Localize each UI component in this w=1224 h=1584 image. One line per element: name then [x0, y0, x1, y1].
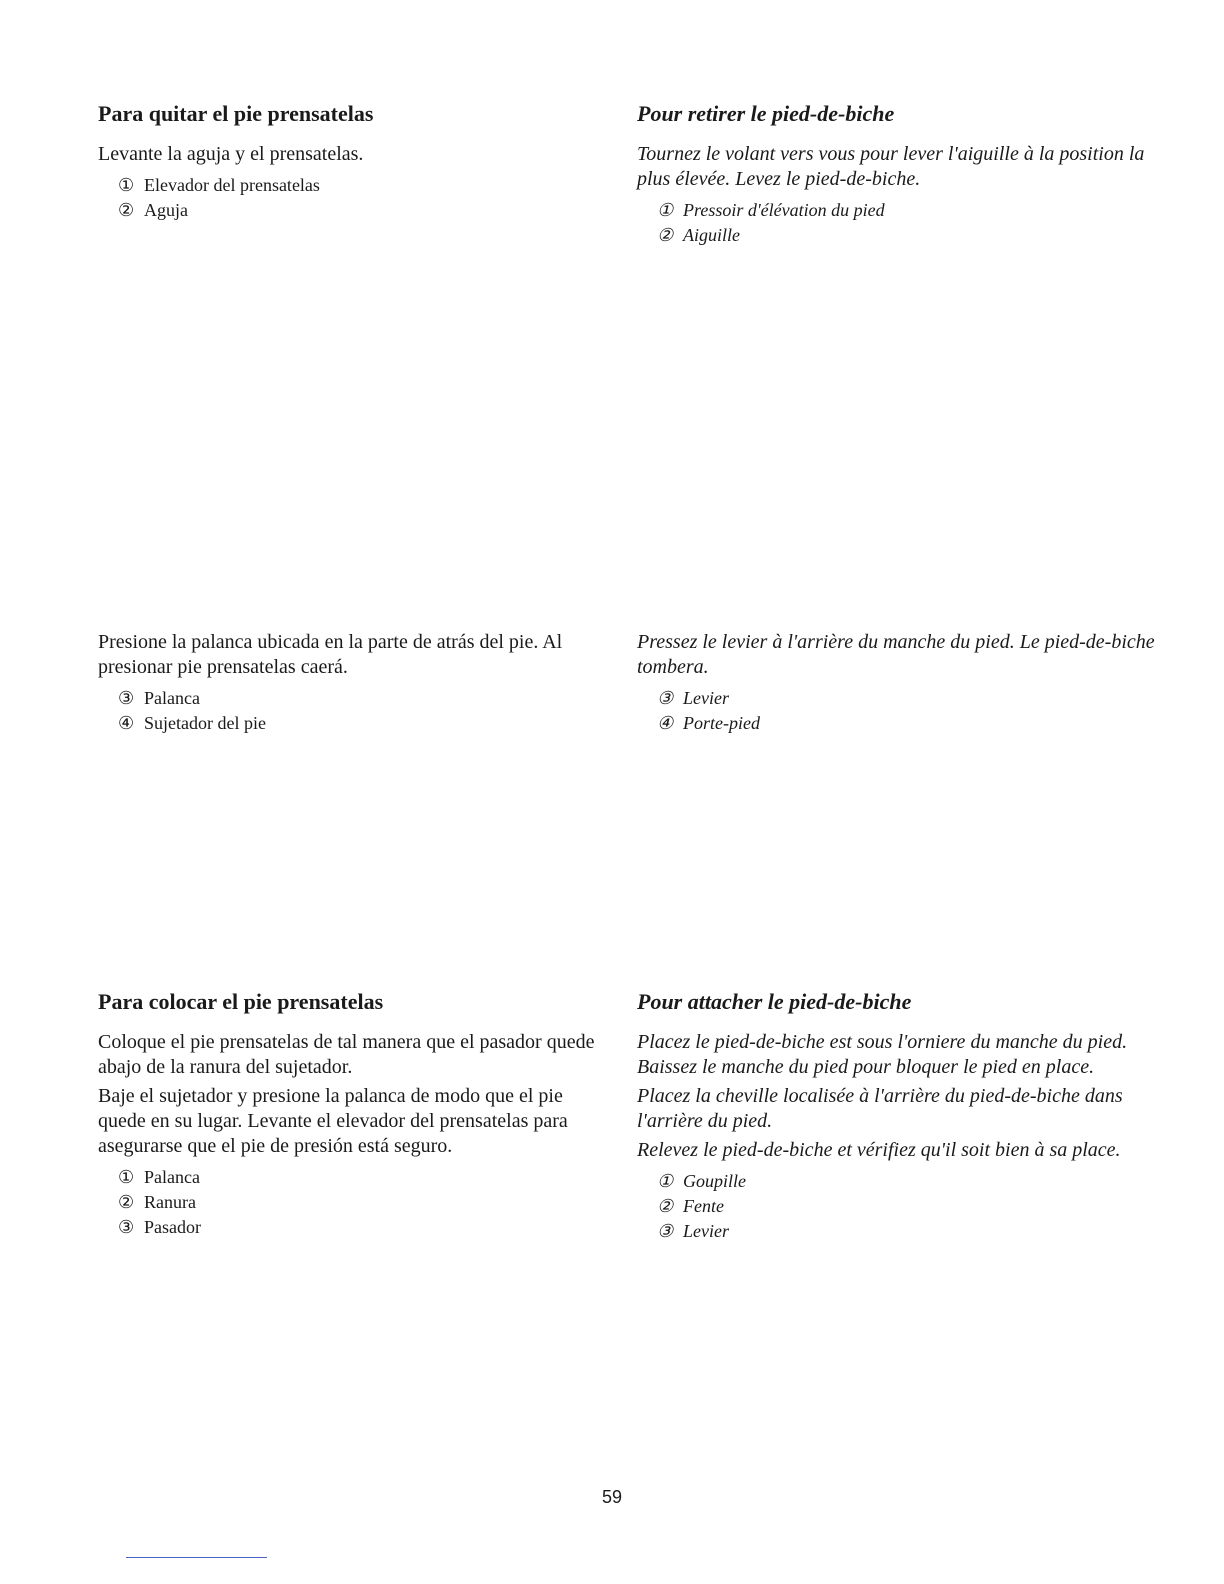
list-item [118, 1165, 598, 1190]
instruction-text: Levante la aguja y el prensatelas. [98, 143, 364, 165]
attach-foot-section-es [98, 988, 598, 1240]
list-item [657, 686, 1157, 711]
item-number: ② [118, 200, 135, 220]
item-label: Aguja [144, 200, 188, 220]
instruction-text: Placez la cheville localisée à l'arrière du pied-de-biche dans l'arrière du pied. [637, 1085, 1123, 1132]
item-number: ④ [657, 713, 674, 733]
item-label: Aiguille [683, 225, 740, 245]
instruction-text: Baje el sujetador y presione la palanca de modo que el pie quede en su lugar. Levante el elevador del prensatelas para asegurarse que el pie de presión está seguro. [98, 1085, 568, 1157]
list-item [657, 1194, 1157, 1219]
list-item [118, 686, 598, 711]
instruction-text: Presione la palanca ubicada en la parte de atrás del pie. Al presionar pie prensatelas caerá. [98, 631, 563, 678]
list-item [657, 1219, 1157, 1244]
section-heading: Para colocar el pie prensatelas [98, 989, 384, 1014]
parts-list [657, 686, 1157, 736]
parts-list [118, 686, 598, 736]
item-label: Levier [683, 688, 729, 708]
item-label: Levier [683, 1221, 729, 1241]
footer-divider [126, 1557, 267, 1558]
press-lever-section-fr [637, 630, 1157, 736]
item-label: Pasador [144, 1217, 201, 1237]
item-number: ① [657, 200, 674, 220]
item-label: Palanca [144, 688, 200, 708]
list-item [657, 1169, 1157, 1194]
list-item [118, 711, 598, 736]
item-label: Sujetador del pie [144, 713, 266, 733]
instruction-text: Coloque el pie prensatelas de tal manera que el pasador quede abajo de la ranura del sujetador. [98, 1031, 595, 1078]
item-label: Fente [683, 1196, 724, 1216]
list-item [118, 198, 598, 223]
item-number: ① [657, 1171, 674, 1191]
section-heading: Para quitar el pie prensatelas [98, 101, 374, 126]
list-item [657, 198, 1157, 223]
item-number: ③ [657, 1221, 674, 1241]
list-item [657, 711, 1157, 736]
attach-foot-section-fr [637, 988, 1157, 1244]
item-label: Pressoir d'élévation du pied [683, 200, 885, 220]
item-number: ② [657, 225, 674, 245]
parts-list [118, 1165, 598, 1240]
item-number: ① [118, 175, 135, 195]
instruction-text: Tournez le volant vers vous pour lever l'aiguille à la position la plus élevée. Levez le pied-de-biche. [637, 143, 1145, 190]
item-label: Palanca [144, 1167, 200, 1187]
item-label: Elevador del prensatelas [144, 175, 320, 195]
instruction-text: Placez le pied-de-biche est sous l'orniere du manche du pied. Baissez le manche du pied pour bloquer le pied en place. [637, 1031, 1128, 1078]
item-number: ③ [657, 688, 674, 708]
parts-list [657, 198, 1157, 248]
remove-foot-section-fr [637, 100, 1157, 248]
remove-foot-section-es [98, 100, 598, 223]
instruction-text: Pressez le levier à l'arrière du manche du pied. Le pied-de-biche tombera. [637, 631, 1155, 678]
list-item [657, 223, 1157, 248]
item-number: ② [657, 1196, 674, 1216]
item-number: ① [118, 1167, 135, 1187]
list-item [118, 1190, 598, 1215]
parts-list [118, 173, 598, 223]
item-number: ④ [118, 713, 135, 733]
instruction-text: Relevez le pied-de-biche et vérifiez qu'il soit bien à sa place. [637, 1139, 1121, 1161]
parts-list [657, 1169, 1157, 1244]
item-number: ② [118, 1192, 135, 1212]
item-number: ③ [118, 688, 135, 708]
list-item [118, 173, 598, 198]
page-number: 59 [601, 1487, 623, 1507]
section-heading: Pour attacher le pied-de-biche [637, 989, 912, 1014]
press-lever-section-es [98, 630, 598, 736]
item-label: Goupille [683, 1171, 746, 1191]
list-item [118, 1215, 598, 1240]
item-number: ③ [118, 1217, 135, 1237]
section-heading: Pour retirer le pied-de-biche [637, 101, 895, 126]
item-label: Ranura [144, 1192, 196, 1212]
item-label: Porte-pied [683, 713, 760, 733]
